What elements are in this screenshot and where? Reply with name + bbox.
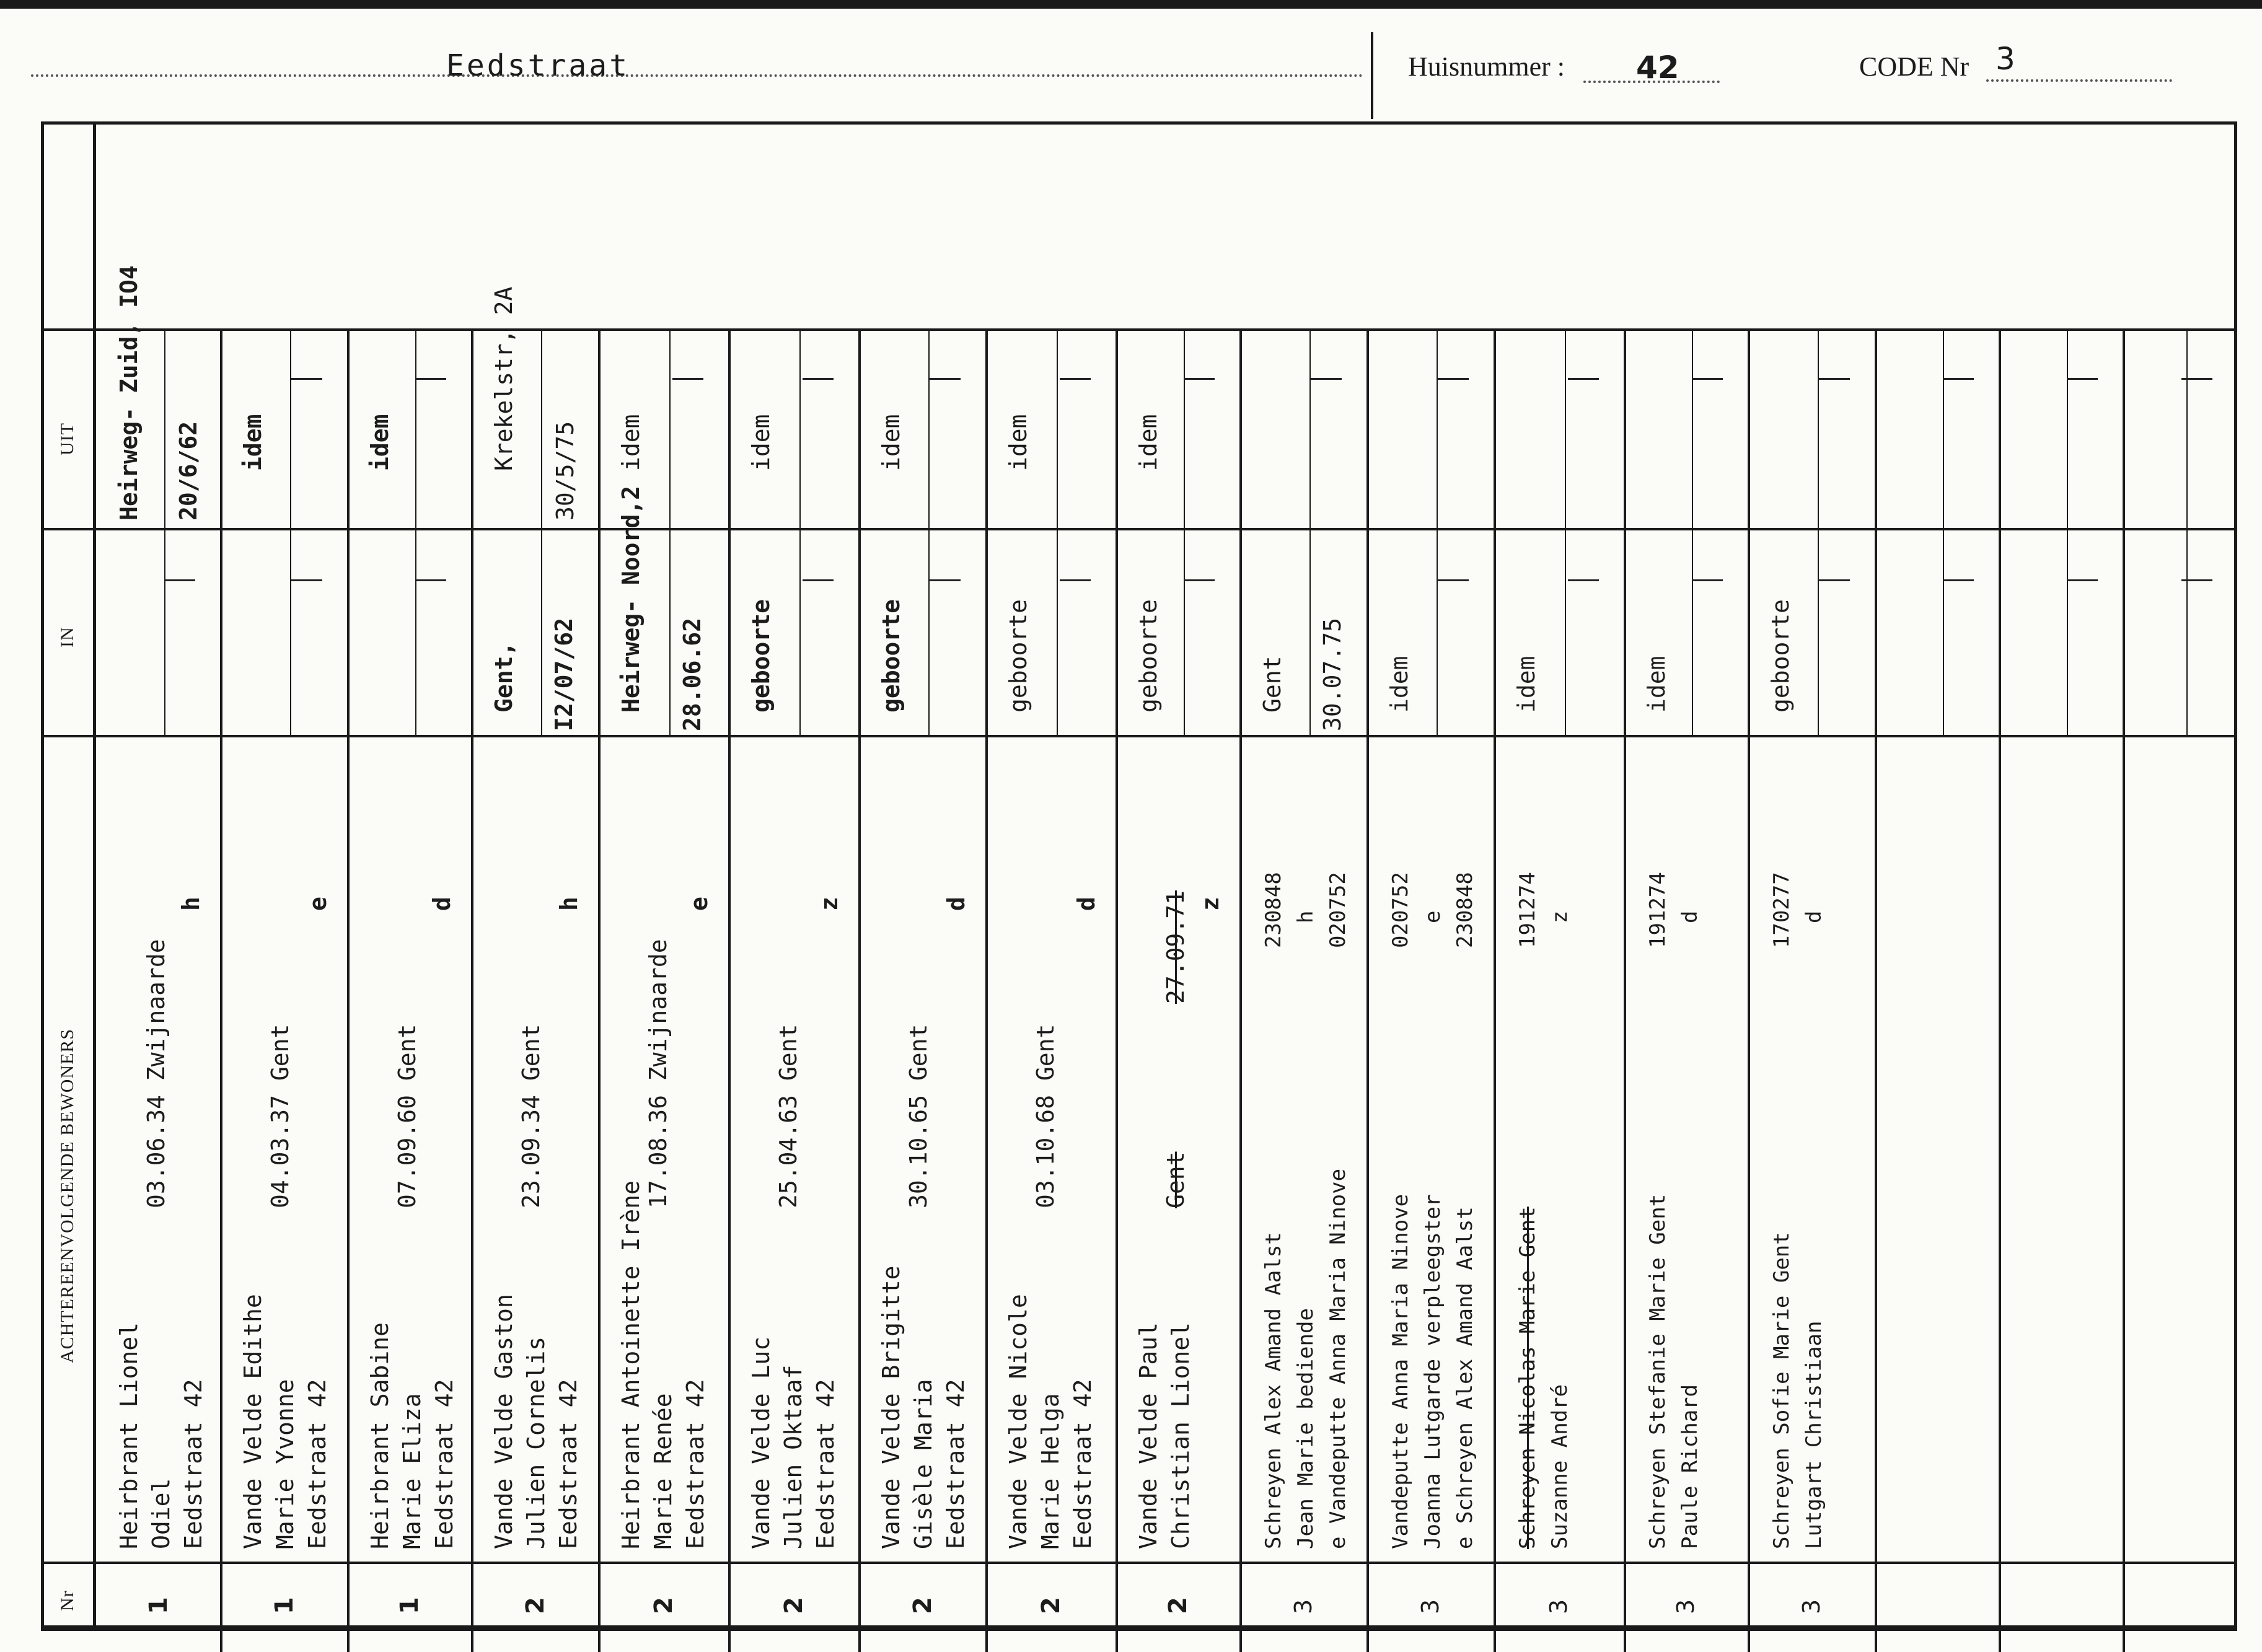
bottom-tick: [728, 1631, 731, 1652]
in-date: 30.07.75: [1318, 617, 1346, 731]
in-empty-dash: [1692, 579, 1723, 581]
row-nr: 3: [1289, 1599, 1317, 1614]
cell-subdivider: [541, 331, 542, 528]
cell-subdivider: [1184, 530, 1185, 735]
out-empty-dash: [803, 378, 834, 380]
row-nr: 1: [270, 1597, 299, 1614]
resident-role: z: [816, 897, 843, 911]
resident-role: e: [685, 897, 713, 911]
in-place: geboorte: [1767, 599, 1794, 713]
code-label: CODE Nr: [1859, 51, 1969, 82]
birth-date-place: 04.03.37 Gent: [266, 1024, 294, 1208]
resident-name-line: Vandeputte Anna Maria Ninove: [1388, 1193, 1413, 1549]
out-date: 20/6/62: [175, 421, 202, 521]
out-place: idem: [878, 414, 905, 471]
cell-subdivider: [799, 331, 801, 528]
in-empty-dash: [1438, 579, 1469, 581]
bottom-tick: [858, 1631, 861, 1652]
row-nr: 2: [649, 1597, 678, 1614]
cell-subdivider: [164, 331, 165, 528]
street-name: Eedstraat: [446, 48, 630, 83]
resident-name-line: Vande Velde Edithe: [239, 1294, 266, 1549]
column-separator: [1239, 328, 1242, 1628]
resident-name-line: Eedstraat 42: [431, 1379, 458, 1549]
cell-subdivider: [1437, 331, 1438, 528]
in-empty-dash: [1184, 579, 1215, 581]
out-place: Heirweg- Zuid, IO4: [115, 265, 143, 521]
row-nr: 2: [521, 1597, 550, 1614]
column-separator: [1875, 328, 1877, 1628]
column-separator: [728, 328, 731, 1628]
birth-date-place: Gent: [1162, 1151, 1189, 1208]
nr-top-rule: [41, 1562, 2237, 1564]
out-empty-dash: [291, 378, 322, 380]
huisnummer-label: Huisnummer :: [1408, 51, 1565, 82]
column-separator: [598, 328, 601, 1628]
resident-code: 191274: [1645, 872, 1670, 948]
resident-name-line: Jean Marie bediende: [1293, 1308, 1318, 1549]
birth-date-place: 17.08.36 Zwijnaarde: [645, 939, 672, 1208]
cell-subdivider: [1437, 530, 1438, 735]
bottom-rule: [41, 1628, 2237, 1631]
cell-subdivider: [1692, 530, 1693, 735]
header-divider: [1371, 32, 1373, 119]
resident-name-line: Heirbrant Antoinette Irène: [617, 1180, 645, 1549]
birth-date-place: 07.09.60 Gent: [394, 1024, 421, 1208]
resident-name-line: Marie Eliza: [398, 1393, 426, 1549]
column-separator: [471, 328, 473, 1628]
birth-date-place: 03.06.34 Zwijnaarde: [143, 939, 170, 1208]
resident-name-line: Paule Richard: [1678, 1384, 1702, 1549]
bottom-tick: [1366, 1631, 1369, 1652]
in-place: geboorte: [1135, 599, 1162, 713]
cell-subdivider: [1692, 331, 1693, 528]
in-empty-dash: [930, 579, 961, 581]
empty-column-dash: [2067, 378, 2098, 380]
resident-name-line: Vande Velde Gaston: [490, 1294, 517, 1549]
resident-name-line: Eedstraat 42: [1069, 1379, 1096, 1549]
label-column-rule: [93, 121, 96, 1631]
row-nr: 2: [1164, 1597, 1192, 1614]
birth-date-place: 30.10.65 Gent: [905, 1024, 932, 1208]
cell-subdivider: [928, 331, 930, 528]
resident-name-line: Eedstraat 42: [812, 1379, 839, 1549]
out-place: idem: [747, 414, 775, 471]
bottom-tick: [1239, 1631, 1242, 1652]
resident-name-line: Lutgart Christiaan: [1802, 1320, 1826, 1549]
resident-code: e: [1420, 910, 1445, 923]
cell-subdivider: [1309, 331, 1311, 528]
resident-name-line: Gisèle Maria: [910, 1379, 937, 1549]
birth-date-place: 23.09.34 Gent: [517, 1024, 545, 1208]
out-place: idem: [1005, 414, 1032, 471]
out-empty-dash: [1568, 378, 1599, 380]
in-empty-dash: [1568, 579, 1599, 581]
in-place: idem: [1386, 656, 1413, 713]
resident-name-line: Schreyen Sofie Marie Gent: [1769, 1232, 1794, 1549]
bottom-tick: [1494, 1631, 1496, 1652]
bottom-tick: [1748, 1631, 1750, 1652]
cell-subdivider: [2186, 331, 2188, 528]
birth-date-extra: 27.09.71: [1162, 890, 1189, 1004]
cell-subdivider: [2067, 331, 2068, 528]
birth-date-place: 03.10.68 Gent: [1032, 1024, 1059, 1208]
row-nr: 3: [1672, 1599, 1699, 1614]
resident-code: d: [1678, 910, 1702, 923]
out-place: idem: [1135, 414, 1162, 471]
cell-subdivider: [1309, 530, 1311, 735]
resident-name-line: Heirbrant Lionel: [115, 1322, 143, 1549]
row-nr: 1: [395, 1597, 424, 1614]
cell-subdivider: [1057, 331, 1058, 528]
in-place: idem: [1643, 656, 1670, 713]
in-place: Gent,: [490, 641, 517, 713]
resident-name-line: Schreyen Nicolas Marie Gent: [1515, 1206, 1540, 1549]
cell-subdivider: [1943, 331, 1944, 528]
bottom-tick: [1624, 1631, 1626, 1652]
cell-subdivider: [928, 530, 930, 735]
column-separator: [1366, 328, 1369, 1628]
in-date: I2/07/62: [550, 617, 578, 731]
out-empty-dash: [1692, 378, 1723, 380]
cell-subdivider: [1565, 530, 1566, 735]
cell-subdivider: [669, 331, 671, 528]
code-value: 3: [1996, 41, 2015, 77]
resident-name-line: Marie Yvonne: [271, 1379, 299, 1549]
out-date: 30/5/75: [551, 421, 579, 521]
row-nr: 2: [1037, 1597, 1065, 1614]
in-empty-dash: [1819, 579, 1850, 581]
resident-code: h: [1293, 910, 1318, 923]
out-place: Krekelstr, 2A: [490, 286, 517, 471]
empty-column-dash: [2181, 579, 2212, 581]
street-dotted-line: [31, 74, 1363, 77]
in-place: geboorte: [1005, 599, 1032, 713]
bottom-tick: [1116, 1631, 1118, 1652]
in-date: 28.06.62: [679, 617, 706, 731]
out-empty-dash: [415, 378, 446, 380]
out-empty-dash: [1311, 378, 1342, 380]
bottom-tick: [471, 1631, 473, 1652]
cell-subdivider: [1057, 530, 1058, 735]
resident-code: 230848: [1261, 872, 1286, 948]
huisnummer-value: 42: [1636, 50, 1679, 86]
bottom-tick: [2123, 1631, 2125, 1652]
resident-name-line: Schreyen Alex Amand Aalst: [1261, 1232, 1286, 1549]
top-edge-rule: [0, 0, 2262, 9]
resident-name-line: Vande Velde Paul: [1135, 1322, 1162, 1549]
resident-name-line: Vande Velde Brigitte: [878, 1265, 905, 1549]
resident-role: d: [1073, 897, 1100, 911]
resident-name-line: Julien Cornelis: [522, 1336, 550, 1549]
resident-code: 020752: [1388, 872, 1413, 948]
cell-subdivider: [290, 530, 291, 735]
column-separator: [2123, 328, 2125, 1628]
in-empty-dash: [415, 579, 446, 581]
cell-subdivider: [799, 530, 801, 735]
resident-name-line: Heirbrant Sabine: [366, 1322, 394, 1549]
cell-subdivider: [2186, 530, 2188, 735]
column-separator: [1494, 328, 1496, 1628]
row-nr: 2: [908, 1597, 937, 1614]
birth-date-place: 25.04.63 Gent: [775, 1024, 802, 1208]
column-separator: [1999, 328, 2001, 1628]
resident-code: 230848: [1453, 872, 1477, 948]
out-place: idem: [366, 414, 394, 471]
out-empty-dash: [1819, 378, 1850, 380]
code-dotted-line: [1986, 79, 2172, 82]
in-empty-dash: [803, 579, 834, 581]
resident-code: 170277: [1769, 872, 1794, 948]
column-separator: [858, 328, 861, 1628]
empty-column-dash: [1943, 378, 1974, 380]
out-empty-dash: [672, 378, 703, 380]
row-nr: 3: [1416, 1599, 1444, 1614]
row-nr: 1: [144, 1597, 173, 1614]
bottom-tick: [1875, 1631, 1877, 1652]
resident-name-line: Odiel: [147, 1478, 175, 1549]
nr-label: Nr: [57, 1590, 77, 1611]
out-empty-dash: [1438, 378, 1469, 380]
resident-code: d: [1802, 910, 1826, 923]
resident-code: 020752: [1326, 872, 1350, 948]
resident-name-line: Schreyen Stefanie Marie Gent: [1645, 1193, 1670, 1549]
bewoners-top-rule: [41, 735, 2237, 737]
resident-role: h: [177, 897, 205, 911]
resident-name-line: e Vandeputte Anna Maria Ninove: [1326, 1168, 1350, 1549]
bottom-tick: [598, 1631, 601, 1652]
column-separator: [1748, 328, 1750, 1628]
column-separator: [985, 328, 988, 1628]
cell-subdivider: [1565, 331, 1566, 528]
row-nr: 2: [780, 1597, 808, 1614]
uit-label: UIT: [57, 423, 77, 455]
resident-name-line: Eedstraat 42: [682, 1379, 709, 1549]
cell-subdivider: [415, 530, 416, 735]
cell-subdivider: [164, 530, 165, 735]
resident-role: z: [1197, 897, 1224, 911]
resident-role: d: [428, 897, 455, 911]
resident-role: e: [304, 897, 332, 911]
cell-subdivider: [1943, 530, 1944, 735]
resident-name-line: Eedstraat 42: [180, 1379, 207, 1549]
resident-name-line: Julien Oktaaf: [780, 1364, 807, 1549]
cell-subdivider: [669, 530, 671, 735]
resident-name-line: Eedstraat 42: [555, 1379, 582, 1549]
row-nr: 3: [1545, 1599, 1572, 1614]
out-place: idem: [617, 414, 645, 471]
resident-role: h: [555, 897, 583, 911]
out-empty-dash: [1060, 378, 1091, 380]
in-place: Gent: [1259, 656, 1286, 713]
in-place: Heirweg- Noord,2: [617, 485, 645, 713]
resident-code: 191274: [1515, 872, 1540, 948]
resident-role: d: [943, 897, 970, 911]
resident-code: z: [1547, 910, 1572, 923]
empty-column-dash: [2181, 378, 2212, 380]
in-place: idem: [1513, 656, 1540, 713]
bottom-tick: [985, 1631, 988, 1652]
row-nr: 3: [1797, 1599, 1825, 1614]
bottom-tick: [347, 1631, 350, 1652]
in-top-rule: [41, 528, 2237, 530]
cell-subdivider: [1818, 331, 1819, 528]
in-label: IN: [57, 626, 77, 648]
in-place: geboorte: [747, 599, 775, 713]
resident-name-line: Vande Velde Nicole: [1005, 1294, 1032, 1549]
resident-name-line: e Schreyen Alex Amand Aalst: [1453, 1206, 1477, 1549]
in-place: geboorte: [878, 599, 905, 713]
in-empty-dash: [291, 579, 322, 581]
bottom-tick: [220, 1631, 222, 1652]
column-separator: [1116, 328, 1118, 1628]
resident-name-line: Christian Lionel: [1167, 1322, 1194, 1549]
cell-subdivider: [415, 331, 416, 528]
resident-name-line: Eedstraat 42: [304, 1379, 331, 1549]
cell-subdivider: [2067, 530, 2068, 735]
resident-name-line: Vande Velde Luc: [747, 1336, 775, 1549]
in-empty-dash: [164, 579, 195, 581]
column-separator: [347, 328, 350, 1628]
resident-name-line: Eedstraat 42: [942, 1379, 969, 1549]
out-empty-dash: [930, 378, 961, 380]
cell-subdivider: [1818, 530, 1819, 735]
resident-name-line: Suzanne André: [1547, 1384, 1572, 1549]
uit-top-rule: [41, 328, 2237, 331]
bottom-tick: [1999, 1631, 2001, 1652]
resident-name-line: Marie Helga: [1037, 1393, 1064, 1549]
cell-subdivider: [1184, 331, 1185, 528]
empty-column-dash: [2067, 579, 2098, 581]
column-separator: [220, 328, 222, 1628]
empty-column-dash: [1943, 579, 1974, 581]
bewoners-label: ACHTEREENVOLGENDE BEWONERS: [57, 1028, 77, 1363]
resident-name-line: Joanna Lutgarde verpleegster: [1420, 1193, 1445, 1549]
resident-name-line: Marie Renée: [649, 1393, 677, 1549]
out-empty-dash: [1184, 378, 1215, 380]
out-place: idem: [239, 414, 266, 471]
cell-subdivider: [541, 530, 542, 735]
column-separator: [1624, 328, 1626, 1628]
cell-subdivider: [290, 331, 291, 528]
in-empty-dash: [1060, 579, 1091, 581]
